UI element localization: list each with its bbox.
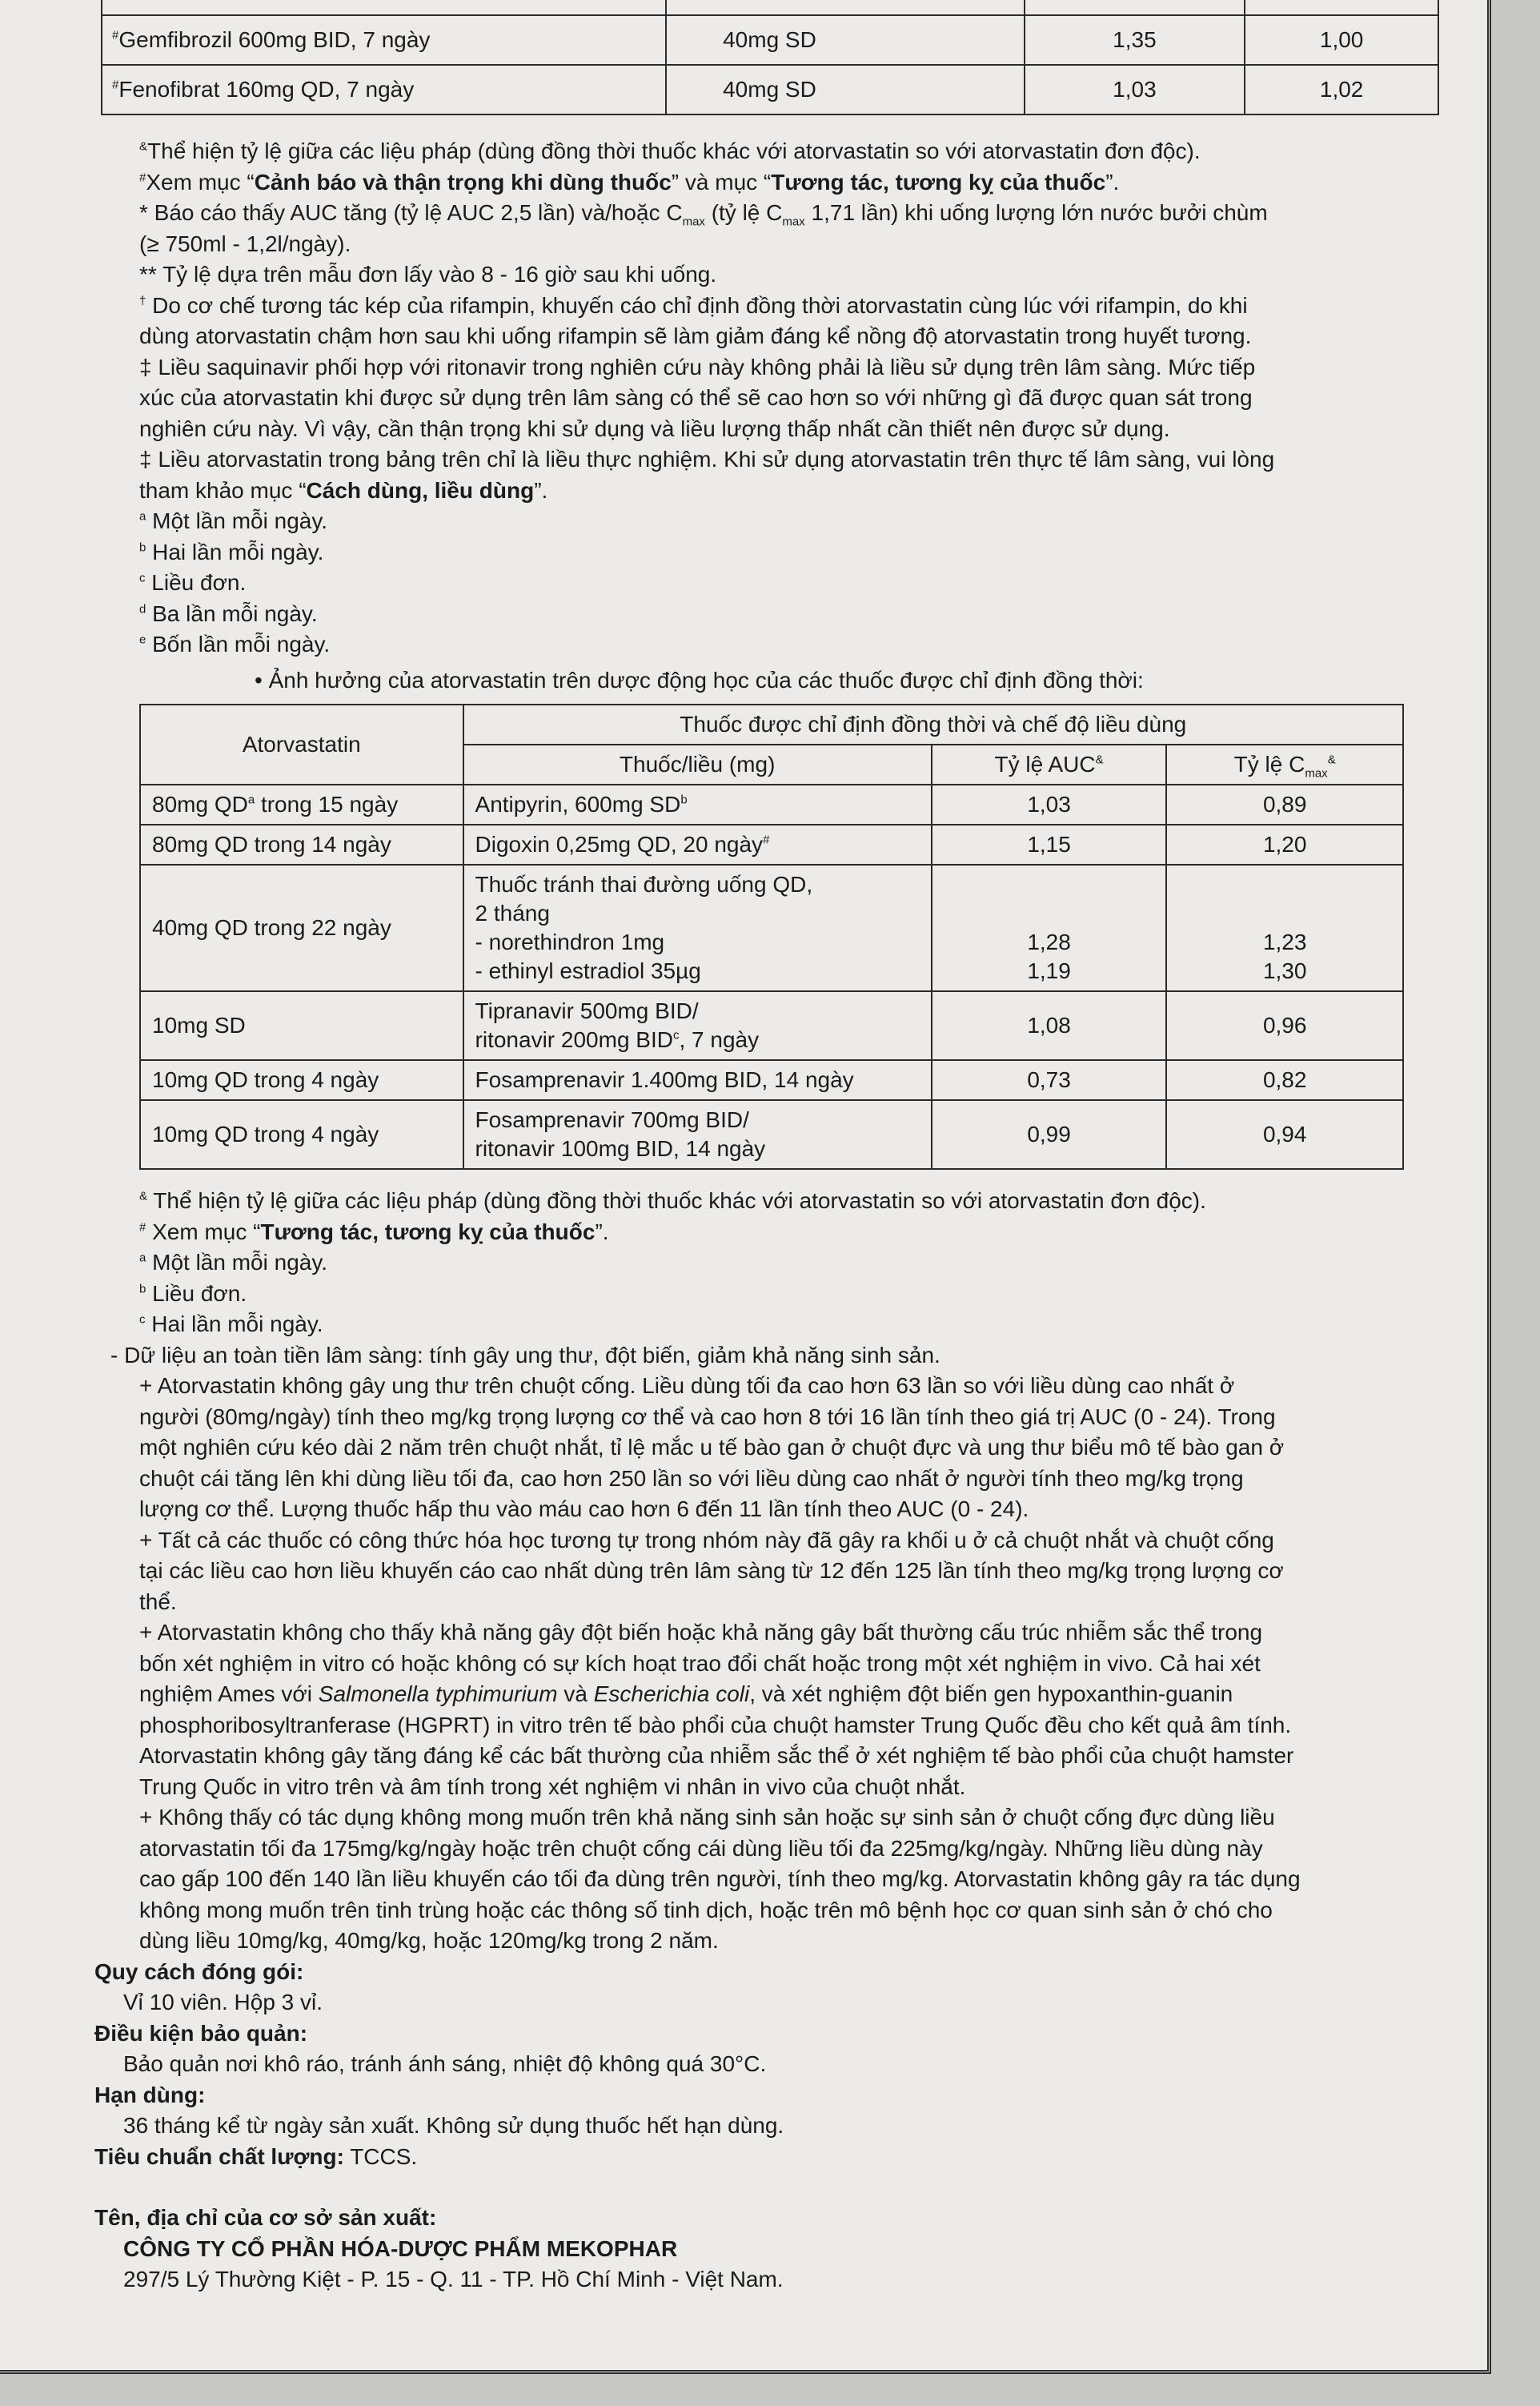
manufacturer-address: 297/5 Lý Thường Kiệt - P. 15 - Q. 11 - TP. Hồ Chí Minh - Việt Nam. (123, 2267, 784, 2292)
table-cell: 0,96 (1166, 991, 1403, 1060)
document-content (94, 0, 1455, 2296)
storage-text: Bảo quản nơi khô ráo, tránh ánh sáng, nhiệt độ không quá 30°C. (123, 2051, 767, 2076)
table-cell: Fosamprenavir 700mg BID/ ritonavir 100mg BID, 14 ngày (463, 1100, 932, 1169)
column-header: Tỷ lệ AUC& (932, 745, 1167, 785)
table-cell (102, 15, 666, 65)
table-cell: 1,23 1,30 (1166, 865, 1403, 991)
safety-section (94, 1340, 1455, 1957)
expiry-title: Hạn dùng: (94, 2082, 206, 2107)
table-cell: 1,03 (932, 785, 1167, 825)
footnote: nghiên cứu này. Vì vậy, cần thận trọng khi sử dụng và liều lượng thấp nhất cần thiết nên được sử dụng. (139, 416, 1170, 441)
table-cell (1025, 15, 1245, 65)
footnote: $^b$ Hai lần mỗi ngày. (139, 539, 324, 564)
table-cell (1245, 65, 1438, 114)
footnote: $^b$ Liều đơn. (139, 1280, 247, 1306)
table-cell: 80mg $QD^a$ trong 15 ngày (140, 785, 463, 825)
interaction-table-continued (101, 0, 1439, 115)
expiry-text: 36 tháng kể từ ngày sản xuất. Không sử dụng thuốc hết hạn dùng. (123, 2113, 784, 2138)
column-header: Tỷ lệ $C_{max}^{\&}$ (1166, 745, 1403, 785)
table-cell (1025, 65, 1245, 114)
table-cell (102, 65, 666, 114)
table-row (102, 0, 1438, 15)
table-row (140, 1100, 1403, 1169)
footnote: & Thể hiện tỷ lệ giữa các liệu pháp (dùng đồng thời thuốc khác với atorvastatin so với atorvastatin đơn độc). (139, 1188, 1206, 1213)
quality-standard: Tiêu chuẩn chất lượng: TCCS. (94, 2143, 418, 2169)
table-header-row (140, 705, 1403, 745)
footnote: #Xem mục “Cảnh báo và thận trọng khi dùng thuốc” và mục “Tương tác, tương kỵ của thuốc”. (139, 169, 1120, 195)
drug-name: Gemfibrozil 600mg BID, 7 ngày (118, 26, 431, 52)
table-cell: Tipranavir 500mg BID/ ritonavir 200mg BID$^c$, 7 ngày (463, 991, 932, 1060)
table-row (140, 785, 1403, 825)
table-row (140, 865, 1403, 991)
footnote: (≥ 750ml - 1,2l/ngày). (139, 231, 351, 256)
auc-ratio: 1,35 (1113, 26, 1157, 52)
footnotes-2 (94, 1186, 1455, 1340)
footnote: tham khảo mục “Cách dùng, liều dùng”. (139, 477, 548, 503)
pk-effect-table (139, 704, 1404, 1170)
table-row (140, 991, 1403, 1060)
auc-ratio: 1,03 (1113, 76, 1157, 102)
table-cell: 40mg QD trong 22 ngày (140, 865, 463, 991)
column-header: Thuốc/liều (mg) (463, 745, 932, 785)
table-cell: Fosamprenavir 1.400mg BID, 14 ngày (463, 1060, 932, 1100)
table-cell: 0,99 (932, 1100, 1167, 1169)
cmax-ratio: 1,02 (1319, 76, 1364, 102)
table-cell (666, 15, 1025, 65)
footnote: $^a$ Một lần mỗi ngày. (139, 508, 328, 533)
storage-title: Điều kiện bảo quản: (94, 2020, 308, 2046)
column-header: Thuốc được chỉ định đồng thời và chế độ liều dùng (463, 705, 1403, 745)
table-row (140, 1060, 1403, 1100)
table-row (102, 15, 1438, 65)
table-row (102, 65, 1438, 114)
packaging-text: Vỉ 10 viên. Hộp 3 vỉ. (123, 1990, 323, 2014)
table-cell: 1,15 (932, 825, 1167, 865)
footnote-mark: # (112, 78, 119, 92)
table-cell: 10mg QD trong 4 ngày (140, 1100, 463, 1169)
drug-name: Fenofibrat 160mg QD, 7 ngày (118, 76, 415, 102)
table-cell: 1,08 (932, 991, 1167, 1060)
safety-heading: - Dữ liệu an toàn tiền lâm sàng: tính gây ung thư, đột biến, giảm khả năng sinh sản. (110, 1342, 940, 1368)
footnote: &Thể hiện tỷ lệ giữa các liệu pháp (dùng đồng thời thuốc khác với atorvastatin so với atorvastatin đơn độc). (139, 139, 1201, 163)
footnote: $^c$ Liều đơn. (139, 570, 247, 595)
product-info (94, 1957, 1455, 2296)
manufacturer-title: Tên, địa chỉ của cơ sở sản xuất: (94, 2205, 437, 2230)
footnote: xúc của atorvastatin khi được sử dụng trên lâm sàng có thể sẽ cao hơn so với những gì đã được quan sát trong (139, 385, 1253, 410)
footnote: * Báo cáo thấy AUC tăng (tỷ lệ AUC 2,5 lần) và/hoặc $C_{max}$ (tỷ lệ $C_{max}$ 1,71 lần) khi uống lượng lớn nước bưởi chùm (139, 200, 1268, 229)
table-cell: 10mg SD (140, 991, 463, 1060)
table-cell: 80mg QD trong 14 ngày (140, 825, 463, 865)
footnote: † Do cơ chế tương tác kép của rifampin, khuyến cáo chỉ định đồng thời atorvastatin cùng lúc với rifampin, do khi (139, 292, 1248, 318)
footnote: # Xem mục “Tương tác, tương kỵ của thuốc”. (139, 1219, 609, 1244)
table-cell: 1,28 1,19 (932, 865, 1167, 991)
table-cell: 0,73 (932, 1060, 1167, 1100)
table-cell (1245, 15, 1438, 65)
table-cell: Antipyrin, 600mg $SD^b$ (463, 785, 932, 825)
footnote: ‡ Liều atorvastatin trong bảng trên chỉ là liều thực nghiệm. Khi sử dụng atorvastatin trên thực tế lâm sàng, vui lòng (139, 447, 1275, 472)
column-header: Atorvastatin (140, 705, 463, 785)
table-cell: 1,20 (1166, 825, 1403, 865)
table-cell: Thuốc tránh thai đường uống QD, 2 tháng - norethindron 1mg - ethinyl estradiol 35µg (463, 865, 932, 991)
footnote: ‡ Liều saquinavir phối hợp với ritonavir trong nghiên cứu này không phải là liều sử dụng trên lâm sàng. Mức tiếp (139, 354, 1256, 380)
table-row (140, 825, 1403, 865)
manufacturer-name: CÔNG TY CỔ PHẦN HÓA-DƯỢC PHẨM MEKOPHAR (123, 2235, 678, 2261)
footnote: $^c$ Hai lần mỗi ngày. (139, 1311, 323, 1336)
footnote: $^e$ Bốn lần mỗi ngày. (139, 632, 331, 657)
safety-body: + Atorvastatin không gây ung thư trên chuột cống. Liều dùng tối đa cao hơn 63 lần so với liều dùng cao nhất ở người (80mg/ngày) tính theo mg/kg trọng lượng cơ thể và cao hơn 8 tới 16 lần tính theo giá trị AUC (0 - 24). Trong một nghiên cứu kéo dài 2 năm trên chuột nhắt, tỉ lệ mắc u tế bào gan ở chuột đực và ung thư biểu mô tế bào gan ở chuột cái tăng lên khi dùng liều tối đa, cao hơn 250 lần so với liều dùng cao nhất ở người tính theo mg/kg trọng lượng cơ thể. Lượng thuốc hấp thu vào máu cao hơn 6 đến 11 lần tính theo AUC (0 - 24). + Tất cả các thuốc có công thức hóa học tương tự trong nhóm này đã gây ra khối u ở cả chuột nhắt và chuột cống tại các liều cao hơn liều khuyến cáo cao nhất dùng trên lâm sàng từ 12 đến 125 lần tính theo mg/kg trọng lượng cơ thể. + Atorvastatin không cho thấy khả năng gây đột biến hoặc khả năng gây bất thường cấu trúc nhiễm sắc thể trong bốn xét nghiệm in vitro có hoặc không có sự kích hoạt trao đổi chất hoặc trong một xét nghiệm in vivo. Cả hai xét nghiệm Ames với Salmonella typhimurium và Escherichia coli, và xét nghiệm đột biến gen hypoxanthin-guanin phosphoribosyltranferase (HGPRT) in vitro trên tế bào phổi của chuột hamster Trung Quốc đều cho kết quả âm tính. Atorvastatin không gây tăng đáng kể các bất thường của nhiễm sắc thể ở xét nghiệm tế bào phổi của chuột hamster Trung Quốc in vitro trên và âm tính trong xét nghiệm vi nhân in vivo của chuột nhắt. + Không thấy có tác dụng không mong muốn trên khả năng sinh sản hoặc sự sinh sản ở chuột cống đực dùng liều atorvastatin tối đa 175mg/kg/ngày hoặc trên chuột cống cái dùng liều tối đa 225mg/kg/ngày. Những liều dùng này cao gấp 100 đến 140 lần liều khuyến cáo tối đa dùng trên người, tính theo mg/kg. Atorvastatin không gây ra tác dụng không mong muốn trên tinh trùng hoặc các thông số tinh dịch, hoặc trên mô bệnh học cơ quan sinh sản ở chó cho dùng liều 10mg/kg, 40mg/kg, hoặc 120mg/kg trong 2 năm. (139, 1373, 1301, 1953)
footnote-mark: # (112, 28, 119, 42)
table-cell: 0,89 (1166, 785, 1403, 825)
table-cell (666, 65, 1025, 114)
dose: 40mg SD (723, 26, 816, 52)
table-cell: Digoxin 0,25mg QD, 20 ngày# (463, 825, 932, 865)
table-cell: 10mg QD trong 4 ngày (140, 1060, 463, 1100)
footnotes-1 (94, 136, 1455, 661)
cmax-ratio: 1,00 (1319, 26, 1364, 52)
footnote: $^a$ Một lần mỗi ngày. (139, 1250, 328, 1275)
dose: 40mg SD (723, 76, 816, 102)
section-title: • Ảnh hưởng của atorvastatin trên dược động học của các thuốc được chỉ định đồng thời: (255, 667, 1144, 693)
footnote: ** Tỷ lệ dựa trên mẫu đơn lấy vào 8 - 16 giờ sau khi uống. (139, 262, 717, 287)
table-cell: 0,82 (1166, 1060, 1403, 1100)
packaging-title: Quy cách đóng gói: (94, 1958, 304, 1984)
table-cell: 0,94 (1166, 1100, 1403, 1169)
footnote: dùng atorvastatin chậm hơn sau khi uống rifampin sẽ làm giảm đáng kể nồng độ atorvastatin trong huyết tương. (139, 323, 1252, 348)
footnote: $^d$ Ba lần mỗi ngày. (139, 600, 318, 626)
